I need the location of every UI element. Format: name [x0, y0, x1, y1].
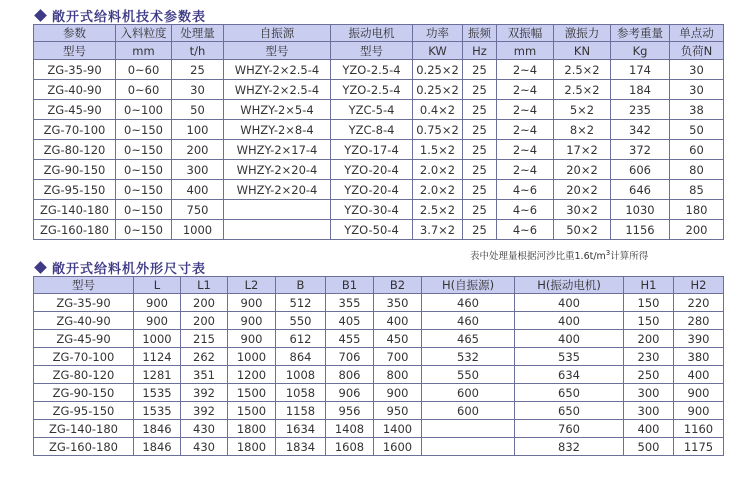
technical-params-title-text: 敞开式给料机技术参数表	[52, 10, 207, 25]
table-cell: ZG-35-90	[34, 60, 116, 80]
header-cell: L1	[181, 277, 228, 294]
table-footnote	[470, 248, 648, 262]
header-row	[34, 277, 724, 294]
table-cell: 20×2	[554, 180, 611, 200]
table-cell: 900	[374, 384, 422, 402]
table-cell: 174	[611, 60, 670, 80]
header-cell: 振频	[463, 25, 497, 42]
table-cell: 25	[463, 60, 497, 80]
table-cell: 606	[611, 160, 670, 180]
footnote-text: 表中处理量根据河沙比重1.6t/m	[470, 251, 606, 262]
table-cell: 1535	[134, 402, 181, 420]
table-row	[34, 402, 724, 420]
table-cell: 550	[422, 366, 515, 384]
table-cell: 532	[422, 348, 515, 366]
table-cell: 2.5×2	[554, 80, 611, 100]
table-cell: 380	[674, 348, 724, 366]
table-cell: 1124	[134, 348, 181, 366]
table-cell: ZG-80-120	[34, 366, 134, 384]
table-cell: 280	[674, 312, 724, 330]
table-cell: 405	[326, 312, 374, 330]
table-cell: 2~4	[497, 100, 554, 120]
table-cell	[224, 220, 331, 240]
header-cell: 激振力	[554, 25, 611, 42]
table-cell: 1030	[611, 200, 670, 220]
table-cell: 950	[374, 402, 422, 420]
table-row	[34, 120, 724, 140]
table-cell: 4~6	[497, 220, 554, 240]
header-cell: 参考重量	[611, 25, 670, 42]
table-cell: 200	[172, 140, 224, 160]
table-cell: 400	[515, 294, 624, 312]
table-cell: 220	[674, 294, 724, 312]
table-cell: 1846	[134, 438, 181, 456]
table-cell: 400	[515, 330, 624, 348]
table-cell: 1400	[374, 420, 422, 438]
table-cell: 1000	[228, 348, 276, 366]
table-cell: 30	[670, 80, 724, 100]
table-cell: 1800	[228, 438, 276, 456]
table-cell: 2~4	[497, 80, 554, 100]
table-cell: 956	[326, 402, 374, 420]
header-cell: L2	[228, 277, 276, 294]
table-cell: 17×2	[554, 140, 611, 160]
table-cell: 2.0×2	[413, 160, 463, 180]
table-cell: 392	[181, 384, 228, 402]
table-cell: ZG-140-180	[34, 420, 134, 438]
table-cell: 900	[674, 384, 724, 402]
table-cell: ZG-45-90	[34, 100, 116, 120]
table-cell: 0~150	[116, 220, 172, 240]
header-cell: 型号	[34, 277, 134, 294]
table-row	[34, 348, 724, 366]
table-cell: 215	[181, 330, 228, 348]
table-cell: 1800	[228, 420, 276, 438]
header-cell: L	[134, 277, 181, 294]
header-cell: Kg	[611, 42, 670, 60]
header-cell: 功率	[413, 25, 463, 42]
table-cell: 400	[624, 420, 674, 438]
table-cell: YZO-2.5-4	[331, 60, 413, 80]
table-cell: 1408	[326, 420, 374, 438]
technical-params-title	[36, 6, 206, 25]
table-cell: ZG-95-150	[34, 180, 116, 200]
table-cell: 465	[422, 330, 515, 348]
table-cell: 20×2	[554, 160, 611, 180]
table-cell: 634	[515, 366, 624, 384]
table-cell: YZC-8-4	[331, 120, 413, 140]
table-cell: 2~4	[497, 120, 554, 140]
table-cell: ZG-95-150	[34, 402, 134, 420]
table-cell: 1008	[276, 366, 326, 384]
table-cell: 25	[463, 80, 497, 100]
dimensions-title	[36, 258, 206, 277]
table-cell: YZO-20-4	[331, 160, 413, 180]
table-cell: 150	[624, 312, 674, 330]
table-cell: 864	[276, 348, 326, 366]
table-cell: 184	[611, 80, 670, 100]
table-cell: 430	[181, 420, 228, 438]
table-cell: ZG-160-180	[34, 438, 134, 456]
table-cell: 400	[674, 366, 724, 384]
table-cell: 0~150	[116, 140, 172, 160]
table-cell: 390	[674, 330, 724, 348]
table-cell: 0~150	[116, 180, 172, 200]
table-cell: ZG-40-90	[34, 312, 134, 330]
table-cell: 1175	[674, 438, 724, 456]
table-row	[34, 330, 724, 348]
header-cell: mm	[116, 42, 172, 60]
table-cell: 400	[172, 180, 224, 200]
table-cell: WHZY-2×2.5-4	[224, 80, 331, 100]
table-cell: 512	[276, 294, 326, 312]
dimensions-table	[33, 276, 724, 456]
table-row	[34, 100, 724, 120]
table-cell: 906	[326, 384, 374, 402]
header-cell: t/h	[172, 42, 224, 60]
table-cell: 0.75×2	[413, 120, 463, 140]
table-cell: 1158	[276, 402, 326, 420]
header-cell: B2	[374, 277, 422, 294]
table-cell: 200	[181, 294, 228, 312]
table-row	[34, 312, 724, 330]
table-cell: WHZY-2×5-4	[224, 100, 331, 120]
table-cell: ZG-160-180	[34, 220, 116, 240]
header-cell: 处理量	[172, 25, 224, 42]
table-cell: 535	[515, 348, 624, 366]
table-row	[34, 200, 724, 220]
table-cell: 355	[326, 294, 374, 312]
table-cell: WHZY-2×20-4	[224, 180, 331, 200]
table-cell: 25	[463, 160, 497, 180]
header-cell: 型号	[224, 42, 331, 60]
header-cell: 单点动	[670, 25, 724, 42]
table-cell: 750	[172, 200, 224, 220]
table-cell: 900	[674, 402, 724, 420]
table-cell: 455	[326, 330, 374, 348]
table-cell: 1160	[674, 420, 724, 438]
table-cell: 0~150	[116, 160, 172, 180]
table-cell: 0.4×2	[413, 100, 463, 120]
table-cell: ZG-90-150	[34, 384, 134, 402]
table-cell: 0~60	[116, 60, 172, 80]
table-cell: 25	[463, 180, 497, 200]
table-row	[34, 140, 724, 160]
table-cell: 612	[276, 330, 326, 348]
table-cell: 2~4	[497, 160, 554, 180]
table-cell: 900	[134, 312, 181, 330]
table-cell: 460	[422, 312, 515, 330]
table-cell: 0~100	[116, 100, 172, 120]
table-cell: 80	[670, 160, 724, 180]
table-cell: 372	[611, 140, 670, 160]
table-cell: ZG-80-120	[34, 140, 116, 160]
table-cell	[422, 420, 515, 438]
table-cell: 351	[181, 366, 228, 384]
header-cell: Hz	[463, 42, 497, 60]
table-cell: 38	[670, 100, 724, 120]
table-cell: 1200	[228, 366, 276, 384]
table-cell: 806	[326, 366, 374, 384]
diamond-bullet-icon	[34, 261, 47, 274]
table-cell: 8×2	[554, 120, 611, 140]
table-cell: YZO-20-4	[331, 180, 413, 200]
table-cell: 25	[463, 100, 497, 120]
table-cell: 0~60	[116, 80, 172, 100]
header-cell: 型号	[34, 42, 116, 60]
table-cell: ZG-140-180	[34, 200, 116, 220]
table-cell: 350	[374, 294, 422, 312]
table-cell: WHZY-2×2.5-4	[224, 60, 331, 80]
table-row	[34, 220, 724, 240]
table-cell: 1000	[172, 220, 224, 240]
table-cell: 392	[181, 402, 228, 420]
table-cell: 1500	[228, 384, 276, 402]
table-cell: 460	[422, 294, 515, 312]
table-cell: 3.7×2	[413, 220, 463, 240]
header-cell: mm	[497, 42, 554, 60]
table-cell: 1281	[134, 366, 181, 384]
header-cell: B	[276, 277, 326, 294]
header-row	[34, 42, 724, 60]
dimensions-title-text: 敞开式给料机外形尺寸表	[52, 262, 207, 277]
table-cell: 1.5×2	[413, 140, 463, 160]
diamond-bullet-icon	[34, 9, 47, 22]
footnote-suffix: 计算所得	[610, 251, 649, 262]
footnote-superscript: 3	[605, 248, 611, 257]
table-cell: 2.0×2	[413, 180, 463, 200]
table-cell: 2~4	[497, 60, 554, 80]
table-row	[34, 80, 724, 100]
table-cell: 1634	[276, 420, 326, 438]
table-cell: 400	[374, 312, 422, 330]
table-cell: 100	[172, 120, 224, 140]
header-cell: H(自振源)	[422, 277, 515, 294]
table-cell: WHZY-2×17-4	[224, 140, 331, 160]
table-cell: 650	[515, 384, 624, 402]
table-cell: 900	[228, 294, 276, 312]
table-cell: ZG-40-90	[34, 80, 116, 100]
table-cell: ZG-70-100	[34, 348, 134, 366]
table-cell: ZG-70-100	[34, 120, 116, 140]
table-cell: 4~6	[497, 200, 554, 220]
table-cell: 200	[181, 312, 228, 330]
table-cell: 1608	[326, 438, 374, 456]
table-row	[34, 384, 724, 402]
table-row	[34, 160, 724, 180]
table-cell: ZG-35-90	[34, 294, 134, 312]
header-cell: H2	[674, 277, 724, 294]
table-cell: 300	[624, 384, 674, 402]
table-cell: 0.25×2	[413, 80, 463, 100]
table-cell: 2.5×2	[413, 200, 463, 220]
table-cell: 235	[611, 100, 670, 120]
table-cell: ZG-45-90	[34, 330, 134, 348]
header-row	[34, 25, 724, 42]
table-cell: 1535	[134, 384, 181, 402]
header-cell: KN	[554, 42, 611, 60]
table-cell: 1156	[611, 220, 670, 240]
table-cell: 1000	[134, 330, 181, 348]
table-cell: 706	[326, 348, 374, 366]
table-cell: 60	[670, 140, 724, 160]
table-cell: 25	[463, 140, 497, 160]
table-cell: 300	[624, 402, 674, 420]
table-cell: 760	[515, 420, 624, 438]
table-cell: 700	[374, 348, 422, 366]
table-cell: 832	[515, 438, 624, 456]
table-cell: YZO-30-4	[331, 200, 413, 220]
table-cell: 230	[624, 348, 674, 366]
table-cell: 25	[463, 120, 497, 140]
table-cell: 2.5×2	[554, 60, 611, 80]
table-cell: 30×2	[554, 200, 611, 220]
table-row	[34, 438, 724, 456]
table-cell: 1834	[276, 438, 326, 456]
table-cell: 200	[624, 330, 674, 348]
table-row	[34, 420, 724, 438]
table-cell: YZO-2.5-4	[331, 80, 413, 100]
table-cell: 400	[515, 312, 624, 330]
table-cell	[422, 438, 515, 456]
table-cell: 200	[670, 220, 724, 240]
table-cell: 25	[172, 60, 224, 80]
header-cell: H(振动电机)	[515, 277, 624, 294]
header-cell: 自振源	[224, 25, 331, 42]
table-cell: 50	[670, 120, 724, 140]
table-cell: 1846	[134, 420, 181, 438]
table-cell: 25	[463, 220, 497, 240]
table-cell: 1500	[228, 402, 276, 420]
header-cell: KW	[413, 42, 463, 60]
table-row	[34, 366, 724, 384]
table-cell: WHZY-2×20-4	[224, 160, 331, 180]
table-cell: 5×2	[554, 100, 611, 120]
table-cell: WHZY-2×8-4	[224, 120, 331, 140]
table-cell: 650	[515, 402, 624, 420]
table-cell: 600	[422, 384, 515, 402]
table-cell: ZG-90-150	[34, 160, 116, 180]
header-cell: 参数	[34, 25, 116, 42]
table-cell: YZO-17-4	[331, 140, 413, 160]
table-cell	[224, 200, 331, 220]
table-cell: 550	[276, 312, 326, 330]
table-cell: 0~150	[116, 120, 172, 140]
table-cell: 150	[624, 294, 674, 312]
table-cell: 85	[670, 180, 724, 200]
table-cell: 1058	[276, 384, 326, 402]
table-cell: 50	[172, 100, 224, 120]
table-cell: 900	[134, 294, 181, 312]
table-cell: 2~4	[497, 140, 554, 160]
header-cell: 负荷N	[670, 42, 724, 60]
table-cell: 800	[374, 366, 422, 384]
header-cell: 入料粒度	[116, 25, 172, 42]
technical-params-table	[33, 24, 724, 240]
table-row	[34, 180, 724, 200]
table-cell: 342	[611, 120, 670, 140]
header-cell: 型号	[331, 42, 413, 60]
header-cell: H1	[624, 277, 674, 294]
table-cell: 900	[228, 312, 276, 330]
table-cell: 250	[624, 366, 674, 384]
table-cell: 262	[181, 348, 228, 366]
table-cell: 600	[422, 402, 515, 420]
table-cell: 180	[670, 200, 724, 220]
table-cell: 300	[172, 160, 224, 180]
table-cell: 430	[181, 438, 228, 456]
table-cell: 450	[374, 330, 422, 348]
table-cell: YZC-5-4	[331, 100, 413, 120]
table-cell: 50×2	[554, 220, 611, 240]
table-cell: 1600	[374, 438, 422, 456]
table-row	[34, 60, 724, 80]
table-cell: 25	[463, 200, 497, 220]
table-cell: 500	[624, 438, 674, 456]
table-cell: 30	[670, 60, 724, 80]
table-cell: 900	[228, 330, 276, 348]
table-cell: 646	[611, 180, 670, 200]
table-cell: 0.25×2	[413, 60, 463, 80]
header-cell: 振动电机	[331, 25, 413, 42]
table-cell: 0~150	[116, 200, 172, 220]
table-row	[34, 294, 724, 312]
header-cell: 双振幅	[497, 25, 554, 42]
table-cell: 4~6	[497, 180, 554, 200]
table-cell: 30	[172, 80, 224, 100]
table-cell: YZO-50-4	[331, 220, 413, 240]
header-cell: B1	[326, 277, 374, 294]
